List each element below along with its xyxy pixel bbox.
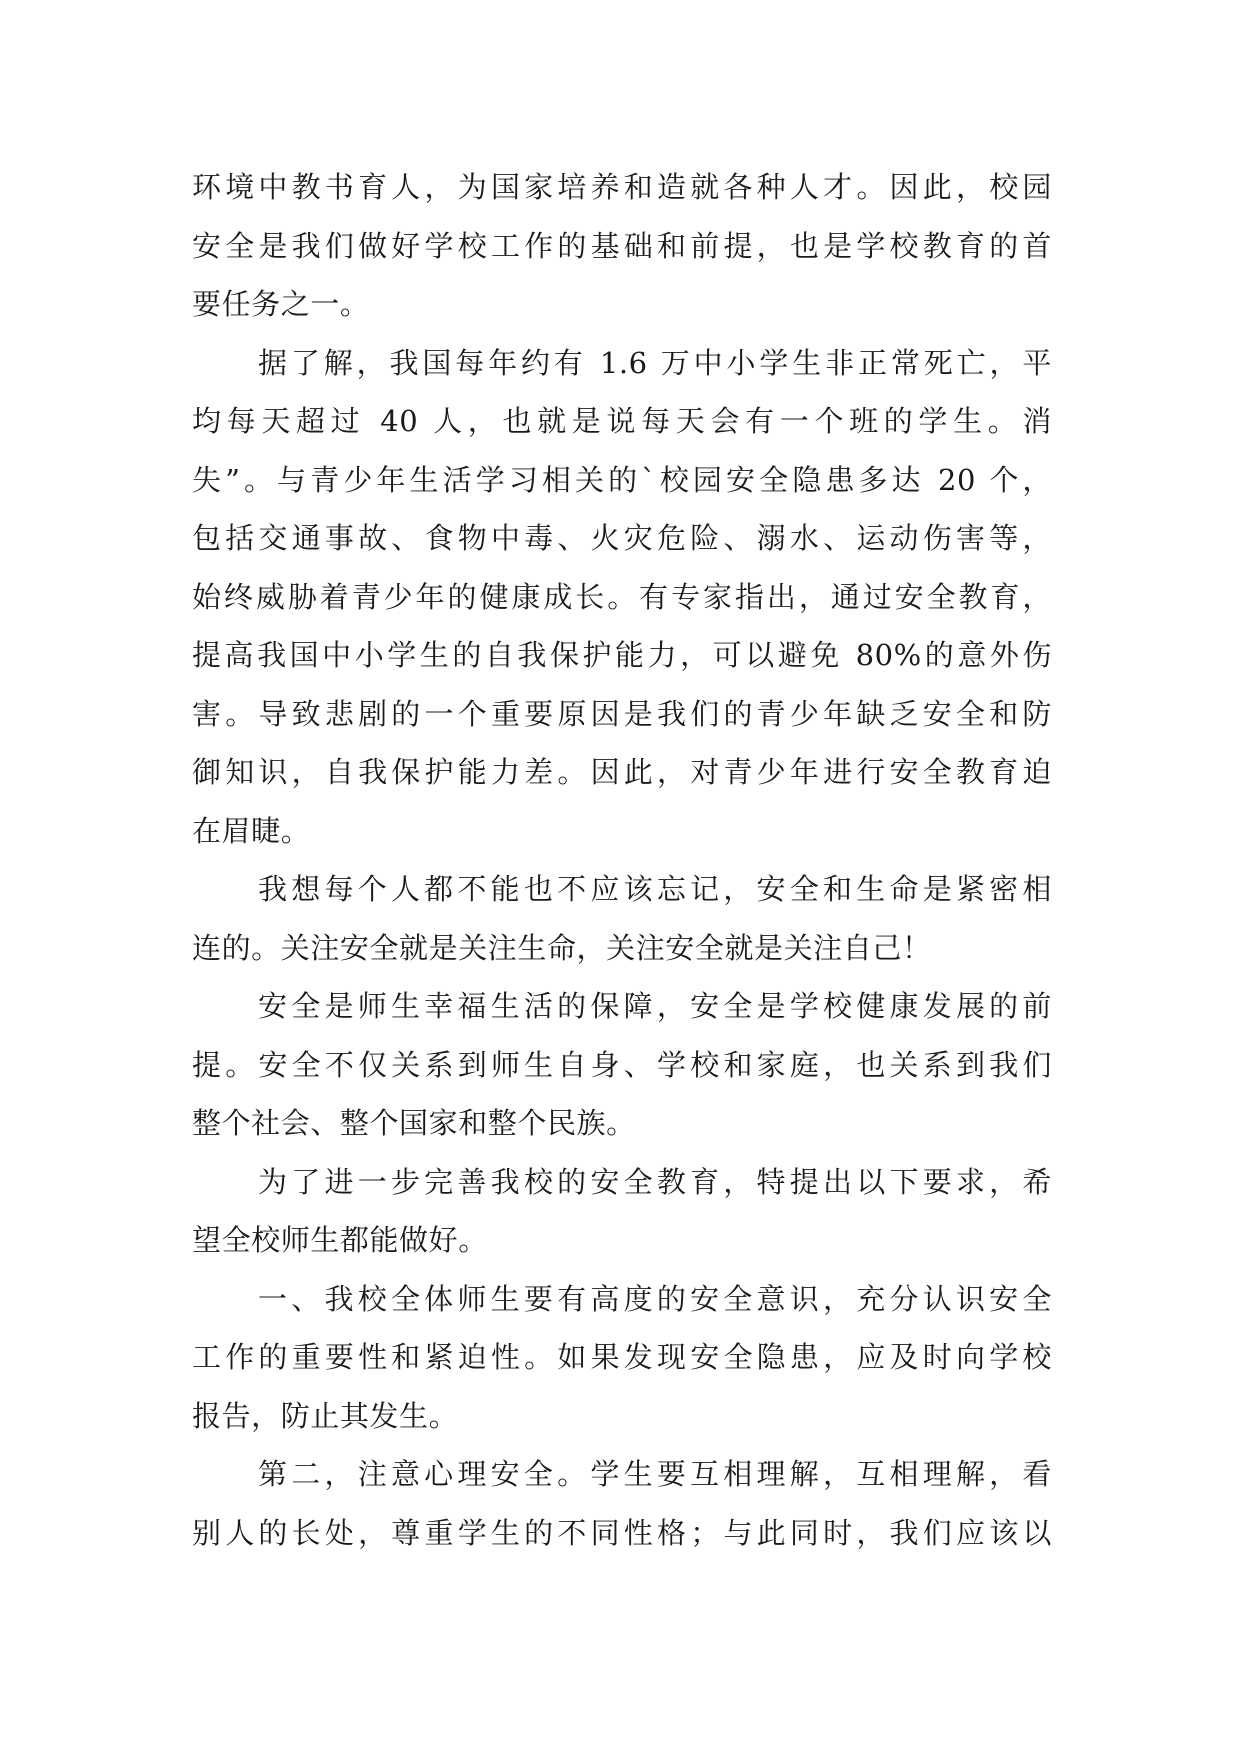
text-line: 第二，注意心理安全。学生要互相理解，互相理解，看 bbox=[258, 1457, 1052, 1491]
text-line: 在眉睫。 bbox=[192, 813, 311, 848]
text-line: 御知识，自我保护能力差。因此，对青少年进行安全教育迫 bbox=[192, 755, 1052, 789]
text-line: 报告，防止其发生。 bbox=[192, 1398, 459, 1433]
text-line: 包括交通事故、食物中毒、火灾危险、溺水、运动伤害等， bbox=[192, 521, 1052, 555]
text-line: 要任务之一。 bbox=[192, 287, 370, 321]
text-line: 整个社会、整个国家和整个民族。 bbox=[192, 1106, 636, 1140]
text-line: 一、我校全体师生要有高度的安全意识，充分认识安全 bbox=[258, 1281, 1052, 1316]
document-body bbox=[192, 158, 1052, 1562]
text-line: 均每天超过 40 人，也就是说每天会有一个班的学生。消 bbox=[192, 404, 1052, 438]
text-line: 我想每个人都不能也不应该忘记，安全和生命是紧密相 bbox=[258, 872, 1052, 906]
text-line: 别人的长处，尊重学生的不同性格；与此同时，我们应该以 bbox=[192, 1515, 1052, 1550]
text-line: 安全是师生幸福生活的保障，安全是学校健康发展的前 bbox=[258, 989, 1052, 1023]
text-line: 工作的重要性和紧迫性。如果发现安全隐患，应及时向学校 bbox=[192, 1340, 1052, 1374]
text-line: 提。安全不仅关系到师生自身、学校和家庭，也关系到我们 bbox=[192, 1047, 1052, 1082]
text-line: 望全校师生都能做好。 bbox=[192, 1223, 488, 1257]
text-line: 环境中教书育人，为国家培养和造就各种人才。因此，校园 bbox=[192, 170, 1052, 204]
text-line: 提高我国中小学生的自我保护能力，可以避免 80%的意外伤 bbox=[192, 638, 1052, 672]
text-line: 始终威胁着青少年的健康成长。有专家指出，通过安全教育， bbox=[192, 579, 1052, 614]
text-line: 害。导致悲剧的一个重要原因是我们的青少年缺乏安全和防 bbox=[192, 696, 1052, 731]
text-line: 为了进一步完善我校的安全教育，特提出以下要求，希 bbox=[258, 1164, 1052, 1199]
text-line: 安全是我们做好学校工作的基础和前提，也是学校教育的首 bbox=[192, 228, 1052, 263]
text-line: 连的。关注安全就是关注生命，关注安全就是关注自己！ bbox=[192, 930, 932, 965]
text-line: 失”。与青少年生活学习相关的`校园安全隐患多达 20 个， bbox=[192, 462, 1052, 497]
text-line: 据了解，我国每年约有 1.6 万中小学生非正常死亡，平 bbox=[258, 345, 1052, 380]
